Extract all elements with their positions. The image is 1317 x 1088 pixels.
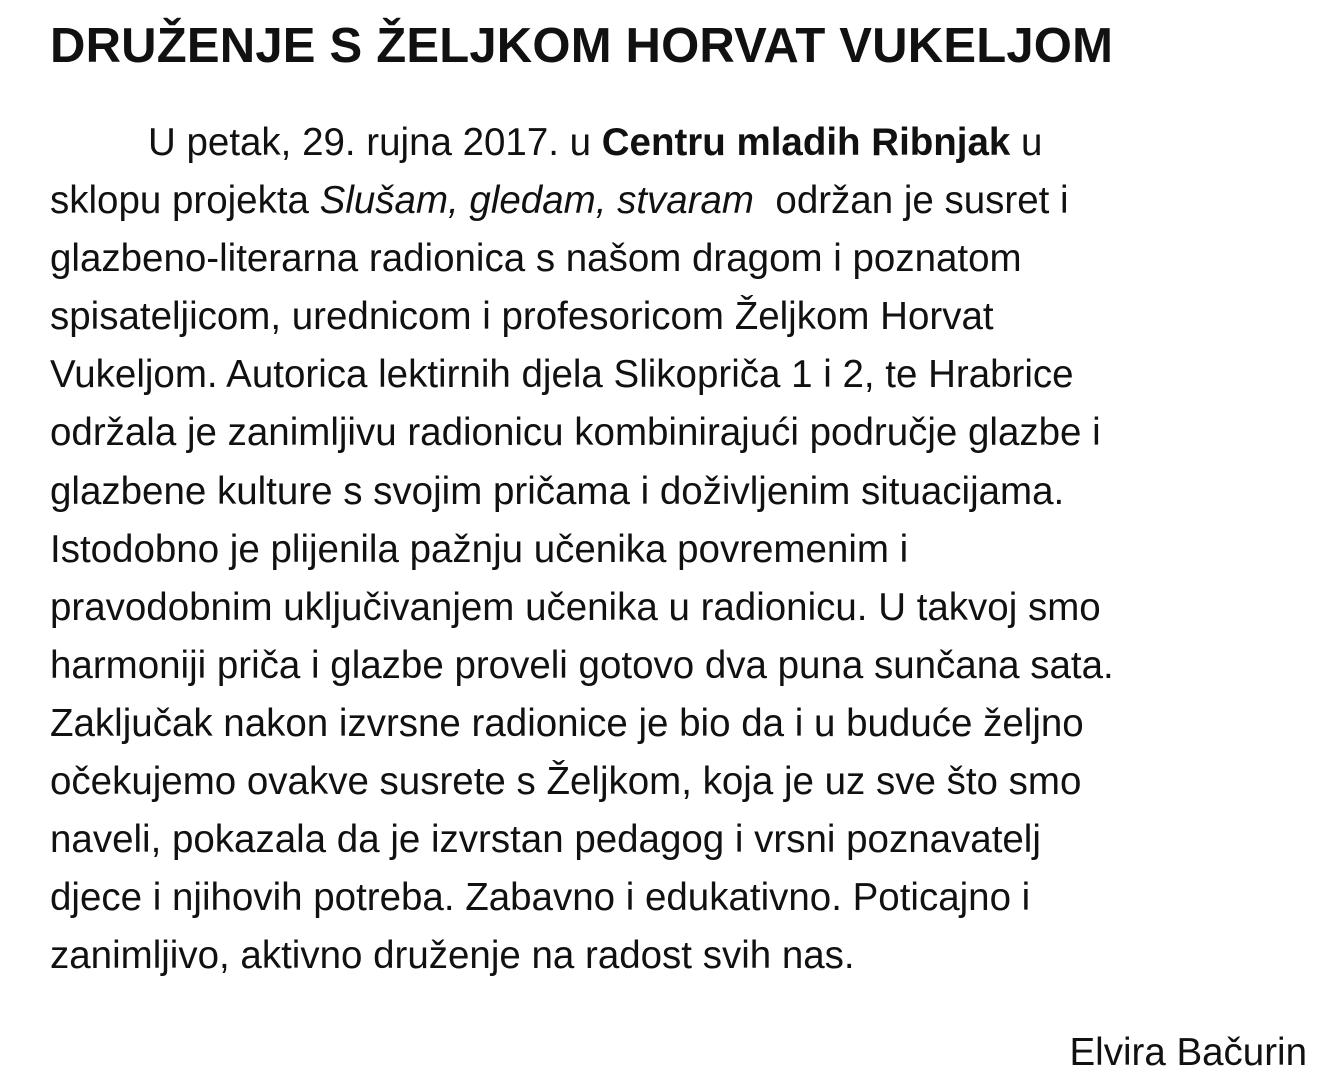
body-line: djece i njihovih potreba. Zabavno i edukativno. Poticajno i bbox=[50, 876, 1031, 920]
author-signature: Elvira Bačurin bbox=[1069, 1031, 1307, 1074]
body-line: glazbene kulture s svojim pričama i doživljenim situacijama. bbox=[50, 469, 1065, 513]
body-line: održala je zanimljivu radionicu kombinirajući područje glazbe i bbox=[50, 411, 1101, 455]
body-line bbox=[50, 172, 1300, 230]
article-title: DRUŽENJE S ŽELJKOM HORVAT VUKELJOM bbox=[50, 19, 1114, 73]
body-line: glazbeno-literarna radionica s našom dragom i poznatom bbox=[50, 237, 1022, 281]
venue-name: Centru mladih Ribnjak bbox=[601, 121, 1011, 164]
body-line: spisateljicom, urednicom i profesoricom Željkom Horvat bbox=[50, 295, 994, 339]
article-body bbox=[50, 114, 1300, 985]
body-text-run: sklopu projekta bbox=[50, 179, 320, 223]
body-line: Zaključak nakon izvrsne radionice je bio da i u buduće željno bbox=[50, 701, 1084, 745]
body-text-run: u bbox=[1010, 121, 1043, 164]
body-line: zanimljivo, aktivno druženje na radost svih nas. bbox=[50, 934, 855, 978]
body-line bbox=[50, 114, 1300, 172]
body-line: očekujemo ovakve susrete s Željkom, koja je uz sve što smo bbox=[50, 760, 1082, 804]
project-name: Slušam, gledam, stvaram bbox=[319, 179, 755, 223]
body-line: harmoniji priča i glazbe proveli gotovo dva puna sunčana sata. bbox=[50, 643, 1114, 687]
body-text-run: U petak, 29. rujna 2017. u bbox=[148, 121, 602, 164]
body-text-run: održan je susret i bbox=[754, 179, 1069, 223]
body-line: naveli, pokazala da je izvrstan pedagog i vrsni poznavatelj bbox=[50, 818, 1041, 862]
body-line: Vukeljom. Autorica lektirnih djela Slikopriča 1 i 2, te Hrabrice bbox=[50, 353, 1074, 397]
body-line: pravodobnim uključivanjem učenika u radionicu. U takvoj smo bbox=[50, 585, 1101, 629]
body-line: Istodobno je plijenila pažnju učenika povremenim i bbox=[50, 527, 909, 571]
